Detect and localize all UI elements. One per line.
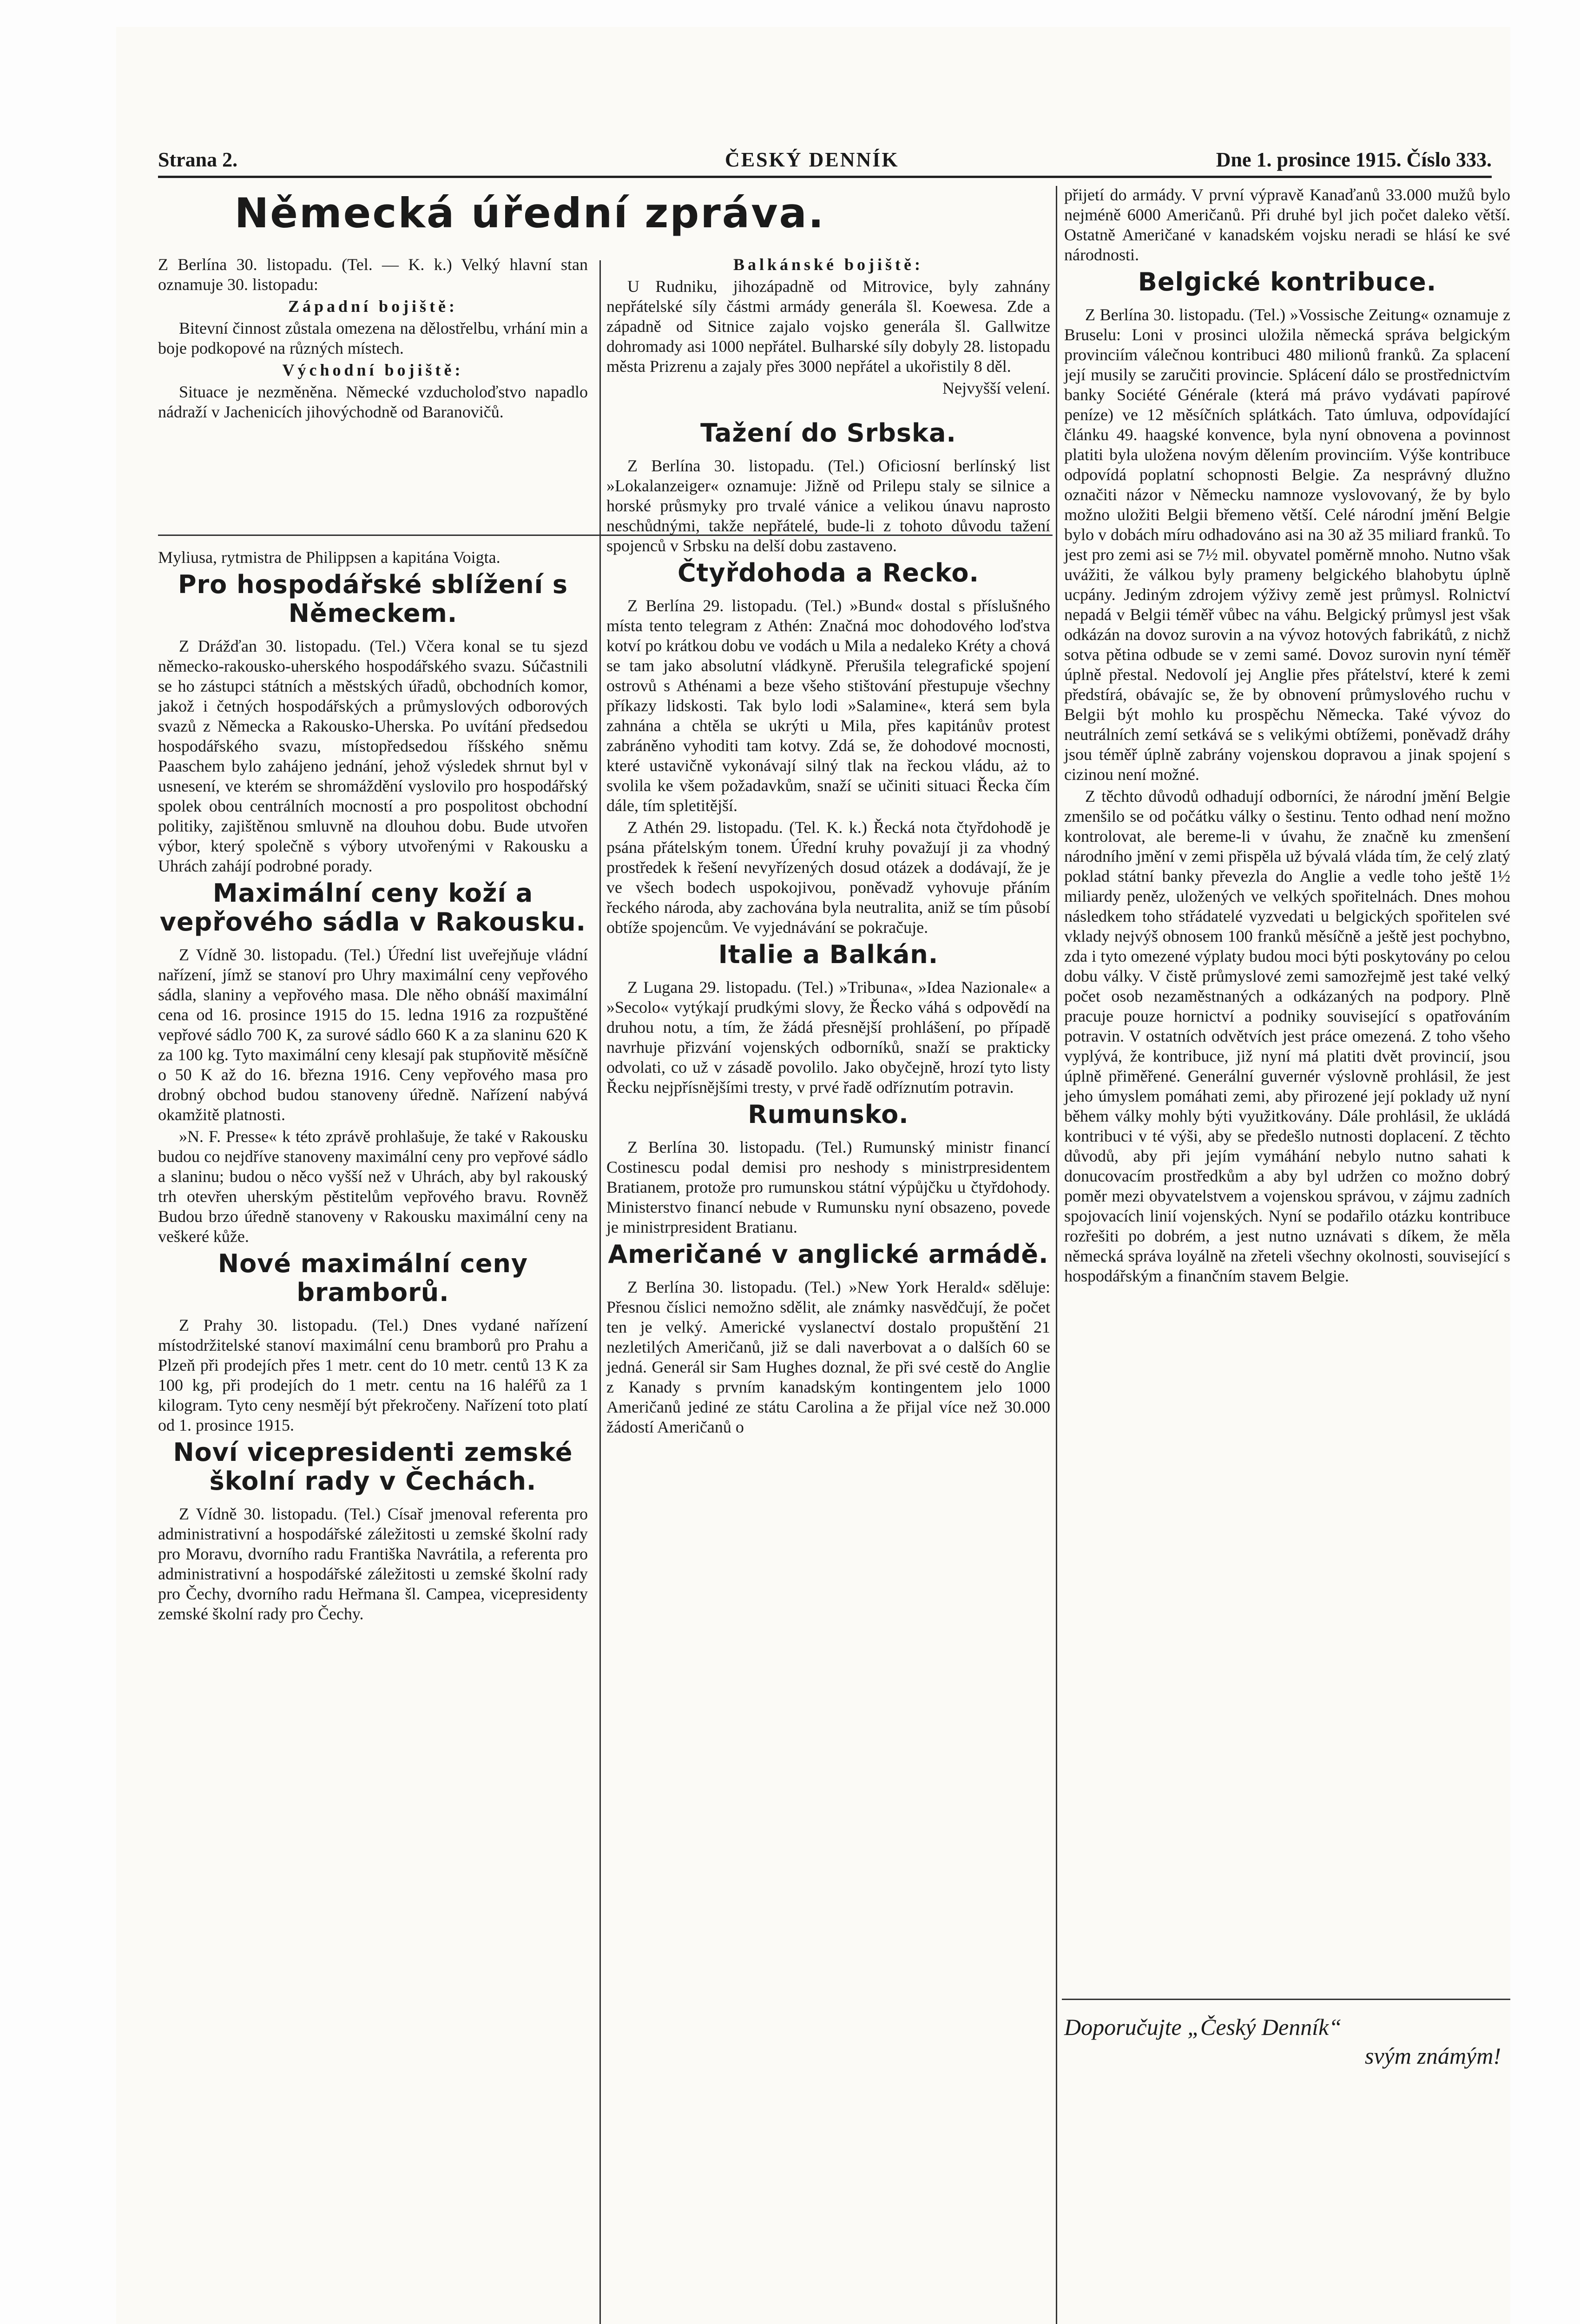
article-text-brambory: Z Prahy 30. listopadu. (Tel.) Dnes vydané nařízení místodržitelské stanoví maximální cenu bramborů pro Prahu a Plzeň při prodejích přes 1 metr. cent do 10 metr. centů 13 K za 100 kg, při prodejích do 1 metr. centu na 16 haléřů za 1 kilogram. Tyto ceny nesmějí být překročeny. Nařízení toto platí od 1. prosince 1915. bbox=[158, 1316, 588, 1434]
balkan-signature: Nejvyšší velení. bbox=[942, 379, 1050, 397]
page-number: Strana 2. bbox=[158, 148, 238, 171]
east-front-text: Situace je nezměněna. Německé vzducholoďstvo napadlo nádraží v Jachenicích jihovýchodně od Baranovičů. bbox=[158, 383, 588, 421]
promo-top-rule bbox=[1062, 1999, 1510, 2000]
newspaper-name: ČESKÝ DENNÍK bbox=[725, 148, 899, 171]
article-text-ctyrdohoda-2: Z Athén 29. listopadu. (Tel. K. k.) Řecká nota čtyřdohodě je psána přátelským tonem. Úřední kruhy považují ji za vhodný prostředek k řešení nevyřízených dosud otázek a dodávají, že je ve všech bodech uspokojivou, poněvadž vyhovuje přáním řeckého národa, aby zachována byla neutralita, aniž se tím působí obtíže spojencům. Ve vyjednávání se pokračuje. bbox=[606, 818, 1050, 937]
article-text-ceny-kozi-1: Z Vídně 30. listopadu. (Tel.) Úřední list uveřejňuje vládní nařízení, jímž se stanoví pro Uhry maximální ceny vepřového sádla, slaniny a vepřového masa. Dle něho obnáší maximální cena od 16. prosince 1915 do 15. ledna 1916 za rozpuštěné vepřové sádlo 700 K, za surové sádlo 660 K a za slaninu 620 K za 100 kg. Tyto maximální ceny klesají pak stupňovitě měsíčně o 50 K až do 16. března 1916. Ceny vepřového masa pro drobný obchod budou stanoveny úředně. Nařízení nabývá okamžitě platnosti. bbox=[158, 945, 588, 1124]
article-title-ctyrdohoda: Čtyřdohoda a Recko. bbox=[678, 558, 979, 588]
east-front-heading: Východní bojiště: bbox=[282, 361, 464, 379]
article-text-belgicke-1: Z Berlína 30. listopadu. (Tel.) »Vossische Zeitung« oznamuje z Bruselu: Loni v prosinci uložila německá správa belgickým provinciím válečnou kontribuci 480 milionů franků. Za splacení její musily se zaručiti provincie. Splácení dálo se prostřednictvím banky Société Générale (která má právo vydávati papírové peníze) ve 12 měsíčních splátkách. Tato úmluva, odpovídající článku 49. haagské konvence, byla nyní obnovena a povinnost platiti byla uložena novým dělením provinciím. Výše kontribuce odpovídá poplatní schopnosti Belgie. Za nesprávný dlužno označiti názor v Německu namnoze vyslovovaný, že by bylo možno uložiti Belgii břemeno větší. Celé národní jmění Belgie bylo v dobách míru odhadováno asi na 30 až 35 miliard franků. To jest pro zemi asi se 7½ mil. obyvatel poměrně mnoho. Nutno však uvážiti, že válkou byly prameny belgického blahobytu úplně ucpány. Jediným zdrojem výživy země jest průmysl. Rolnictví nepadá v Belgii téměř vůbec na váhu. Belgický průmysl jest však odkázán na dovoz surovin a na vývoz hotových fabrikátů, z nichž sotva pětina odbude se v zemi samé. Dovoz surovin nyní téměř úplně přestal. Nedovolí jej Anglie přes přátelství, které k zemi předstírá, obávajíc se, že by obnovení průmyslového ruchu v Belgii být mohlo ku prospěchu Německa. Také vývoz do neutrálních zemí setkává se s velikými obtížemi, poněvadž dráhy jsou téměř úplně zabrány vojenskou dopravou a jinak spojení s cizinou není možné. bbox=[1064, 305, 1510, 784]
column-3 bbox=[1064, 185, 1510, 1288]
promo-line-1: Doporučujte „Český Denník“ bbox=[1064, 2014, 1342, 2040]
article-title-skolni-rada: Noví vicepresidenti zemské školní rady v Čechách. bbox=[173, 1438, 573, 1496]
main-report-dateline: Z Berlína 30. listopadu. (Tel. — K. k.) Velký hlavní stan oznamuje 30. listopadu: bbox=[158, 255, 588, 294]
article-title-brambory: Nové maximální ceny bramborů. bbox=[217, 1249, 528, 1307]
page-header bbox=[158, 148, 1492, 176]
column-2 bbox=[606, 255, 1050, 1439]
article-text-italie: Z Lugana 29. listopadu. (Tel.) »Tribuna«, »Idea Nazionale« a »Secolo« vytýkají prudkými slovy, že Řecko váhá s odpovědí na druhou notu, a tím, že žádá přesnější prohlášení, po případě navrhuje přizvání vojenských odborníků, snaží se prakticky odvolati, co už v zásadě povolilo. Jako obyčejně, hrozí tyto listy Řecku nejpřísnějšími tresty, v prvé řadě odříznutím potravin. bbox=[606, 978, 1050, 1096]
article-title-italie: Italie a Balkán. bbox=[718, 940, 939, 969]
article-text-srbsko: Z Berlína 30. listopadu. (Tel.) Oficiosní berlínský list »Lokalanzeiger« oznamuje: Jižně od Prilepu staly se silnice a horské průsmyky pro trvalé vánice a velikou únavu naprosto neschůdnými, takže nepřátelé, bude-li z tohoto důvodu tažení spojenců v Srbsku na delší dobu zastaveno. bbox=[606, 456, 1050, 555]
article-title-sblizeni: Pro hospodářské sblížení s Německem. bbox=[178, 570, 568, 628]
article-title-americane: Američané v anglické armádě. bbox=[608, 1240, 1049, 1269]
header-rule bbox=[158, 176, 1492, 178]
article-text-americane: Z Berlína 30. listopadu. (Tel.) »New York Herald« sděluje: Přesnou číslici nemožno sdělit, ale známky nasvědčují, že počet ten je velký. Americké vyslanectví dostalo propuštění 21 nezletilých Američanů, již se dali naverbovat a o dalších 60 se jedná. Generál sir Sam Hughes doznal, že při své cestě do Anglie z Kanady s prvním kanadským kontingentem jelo 1000 Američanů jediné ze státu Carolina a že přijal více než 30.000 žádostí Američanů o bbox=[606, 1278, 1050, 1436]
article-text-belgicke-2: Z těchto důvodů odhadují odborníci, že národní jmění Belgie zmenšilo se od počátku války o šestinu. Tento odhad není možno kontrolovat, ale bereme-li v úvahu, že značně ku zmenšení národního jmění v zemi přispěla už bývalá vláda tím, že celý zlatý poklad státní banky převezla do Anglie a vedle toho ještě 1½ miliardy peněz, uložených ve velkých spořitelnách. Dnes mohou následkem toho střádatelé vyzvedati u belgických spořitelen své vklady nejvýš obnosem 100 franků měsíčně a ještě jest pochybno, zda i tyto omezené výplaty budou moci býti poskytovány po celou dobu války. V čistě průmyslové zemi samozřejmě jest také velký počet osob nezaměstnaných a odkázaných na podpory. Plně pracuje pouze hornictví a podniky související s opatřováním potravin. V ostatních odvětvích jest práce omezená. Z toho všeho vyplývá, že kontribuce, již nyní má platiti dvět provincií, jsou úplně přiměřené. Generální guvernér výslovně prohlásil, že jest jeho úmyslem pomáhati zemi, aby přirozené její poklady už nyní během války mohly býti využitkovány. Dále prohlásil, že ukládá kontribuci v té výši, aby se předešlo nutnosti doplacení. Z těchto důvodů, aby při jejím vymáhání nebylo nutno sahati k donucovacím prostředkům a aby byl udržen co možno dobrý poměr mezi obyvatelstvem a vojenskou správou, v zájmu zadních spojovacích linií vojenských. Nyní se podařilo otázku kontribuce rozřešiti po dobrém, a jest nutno uznávati s díkem, že měla německá správa loyálně na zřeteli všechny okolnosti, související s hospodářským a finančním stavem Belgie. bbox=[1064, 787, 1510, 1285]
promo-box bbox=[1064, 2013, 1510, 2070]
article-text-rumunsko: Z Berlína 30. listopadu. (Tel.) Rumunský ministr financí Costinescu podal demisi pro neshody s ministrpresidentem Bratianem, protože pro rumunskou státní výpůjčku u čtyřdohody. Ministerstvo financí nebude v Rumunsku nyní obsazeno, povede je ministrpresident Bratianu. bbox=[606, 1138, 1050, 1236]
main-report-col1 bbox=[158, 255, 588, 424]
article-text-skolni-rada: Z Vídně 30. listopadu. (Tel.) Císař jmenoval referenta pro administrativní a hospodářské záležitosti u zemské školní rady pro Moravu, dvorního radu Františka Navrátila, a referenta pro administrativní a hospodářské záležitosti u zemské školní rady pro Čechy, dvorního radu Heřmana šl. Campea, vicepresidenty zemské školní rady pro Čechy. bbox=[158, 1505, 588, 1623]
column-1 bbox=[158, 548, 588, 1626]
article-title-srbsko: Tažení do Srbska. bbox=[700, 418, 956, 448]
article-text-sblizeni: Z Drážďan 30. listopadu. (Tel.) Včera konal se tu sjezd německo-rakousko-uherského hospodářského svazu. Súčastnili se ho zástupci státních a městských úřadů, obchodních komor, jakož i četných hospodářských a průmyslových odborových svazů z Německa a Rakousko-Uherska. Po uvítání předsedou hospodářského svazu, místopředsedou říšského sněmu Paaschem bylo zahájeno jednání, jehož výsledek shrnut byl v usnesení, ve kterém se shromáždění vyslovilo pro hospodářský spolek obou centrálních mocností a pro pospolitost obchodní politiky, zajištěnou smluvně na dlouhou dobu. Bude utvořen výbor, který společně s výbory utvořenými v Rakousku a Uhrách zahájí podrobné porady. bbox=[158, 637, 588, 875]
balkan-front-text: U Rudniku, jihozápadně od Mitrovice, byly zahnány nepřátelské síly částmi armády generála šl. Koewesa. Zde a západně od Sitnice zajalo vojsko generála šl. Gallwitze dohromady asi 1000 nepřátel. Bulharské síly dobyly 28. listopadu města Prizrenu a zajaly přes 3000 nepřátel a ukořistily 8 děl. bbox=[606, 277, 1050, 376]
main-report-title-wrap bbox=[158, 188, 902, 244]
article-title-rumunsko: Rumunsko. bbox=[748, 1100, 909, 1129]
article-text-ctyrdohoda-1: Z Berlína 29. listopadu. (Tel.) »Bund« dostal s příslušného místa tento telegram z Athén: Značná moc dohodového loďstva kotví po krátkou dobu ve vodách u Mila a nedaleko Kréty a chová se tam jako absolutní vládkyně. Přerušila telegrafické spojení ostrovů s Athénami a beze všeho stištování přestupuje všechny příkazy lidskosti. Tak bylo lodi »Salamine«, která sem byla zahnána a chtěla se ukrýti u Mila, přes kapitánův protest zabráněno vyhoditi tam kotvy. Zdá se, že dohodové mocnosti, které ustavičně vykonávají silný tlak na řeckou vládu, aż to svolila ke všem požadavkům, snaží se učiniti situaci Řecka čím dále, tím spletitější. bbox=[606, 596, 1050, 815]
issue-date: Dne 1. prosince 1915. Číslo 333. bbox=[1216, 148, 1492, 171]
article-title-belgicke: Belgické kontribuce. bbox=[1138, 267, 1437, 297]
west-front-text: Bitevní činnost zůstala omezena na dělostřelbu, vrhání min a boje podkopové na různých místech. bbox=[158, 319, 588, 357]
intro-text: Myliusa, rytmistra de Philippsen a kapitána Voigta. bbox=[158, 548, 500, 567]
main-report-title: Německá úřední zpráva. bbox=[234, 189, 825, 237]
article-title-ceny-kozi: Maximální ceny koží a vepřového sádla v Rakousku. bbox=[159, 878, 586, 937]
column-rule-1 bbox=[599, 260, 601, 2324]
column-rule-2 bbox=[1056, 186, 1057, 2324]
promo-line-2: svým známým! bbox=[1365, 2043, 1501, 2069]
article-text-ceny-kozi-2: »N. F. Presse« k této zprávě prohlašuje, že také v Rakousku budou co nejdříve stanoveny maximální ceny pro vepřové sádlo a slaninu; budou o něco vyšší než v Uhrách, aby byl rakouský trh otevřen uherským pěstitelům vepřového bravu. Rovněž Budou brzo úředně stanoveny v Rakousku maximální ceny na veškeré kůže. bbox=[158, 1127, 588, 1246]
article-text-americane-continued: přijetí do armády. V první výpravě Kanaďanů 33.000 mužů bylo nejméně 6000 Američanů. Při druhé byl jich počet daleko větší. Ostatně Američané v kanadském vojsku neradi se hlásí ke své národnosti. bbox=[1064, 185, 1510, 264]
west-front-heading: Západní bojiště: bbox=[288, 297, 458, 316]
balkan-front-heading: Balkánské bojiště: bbox=[733, 255, 924, 274]
